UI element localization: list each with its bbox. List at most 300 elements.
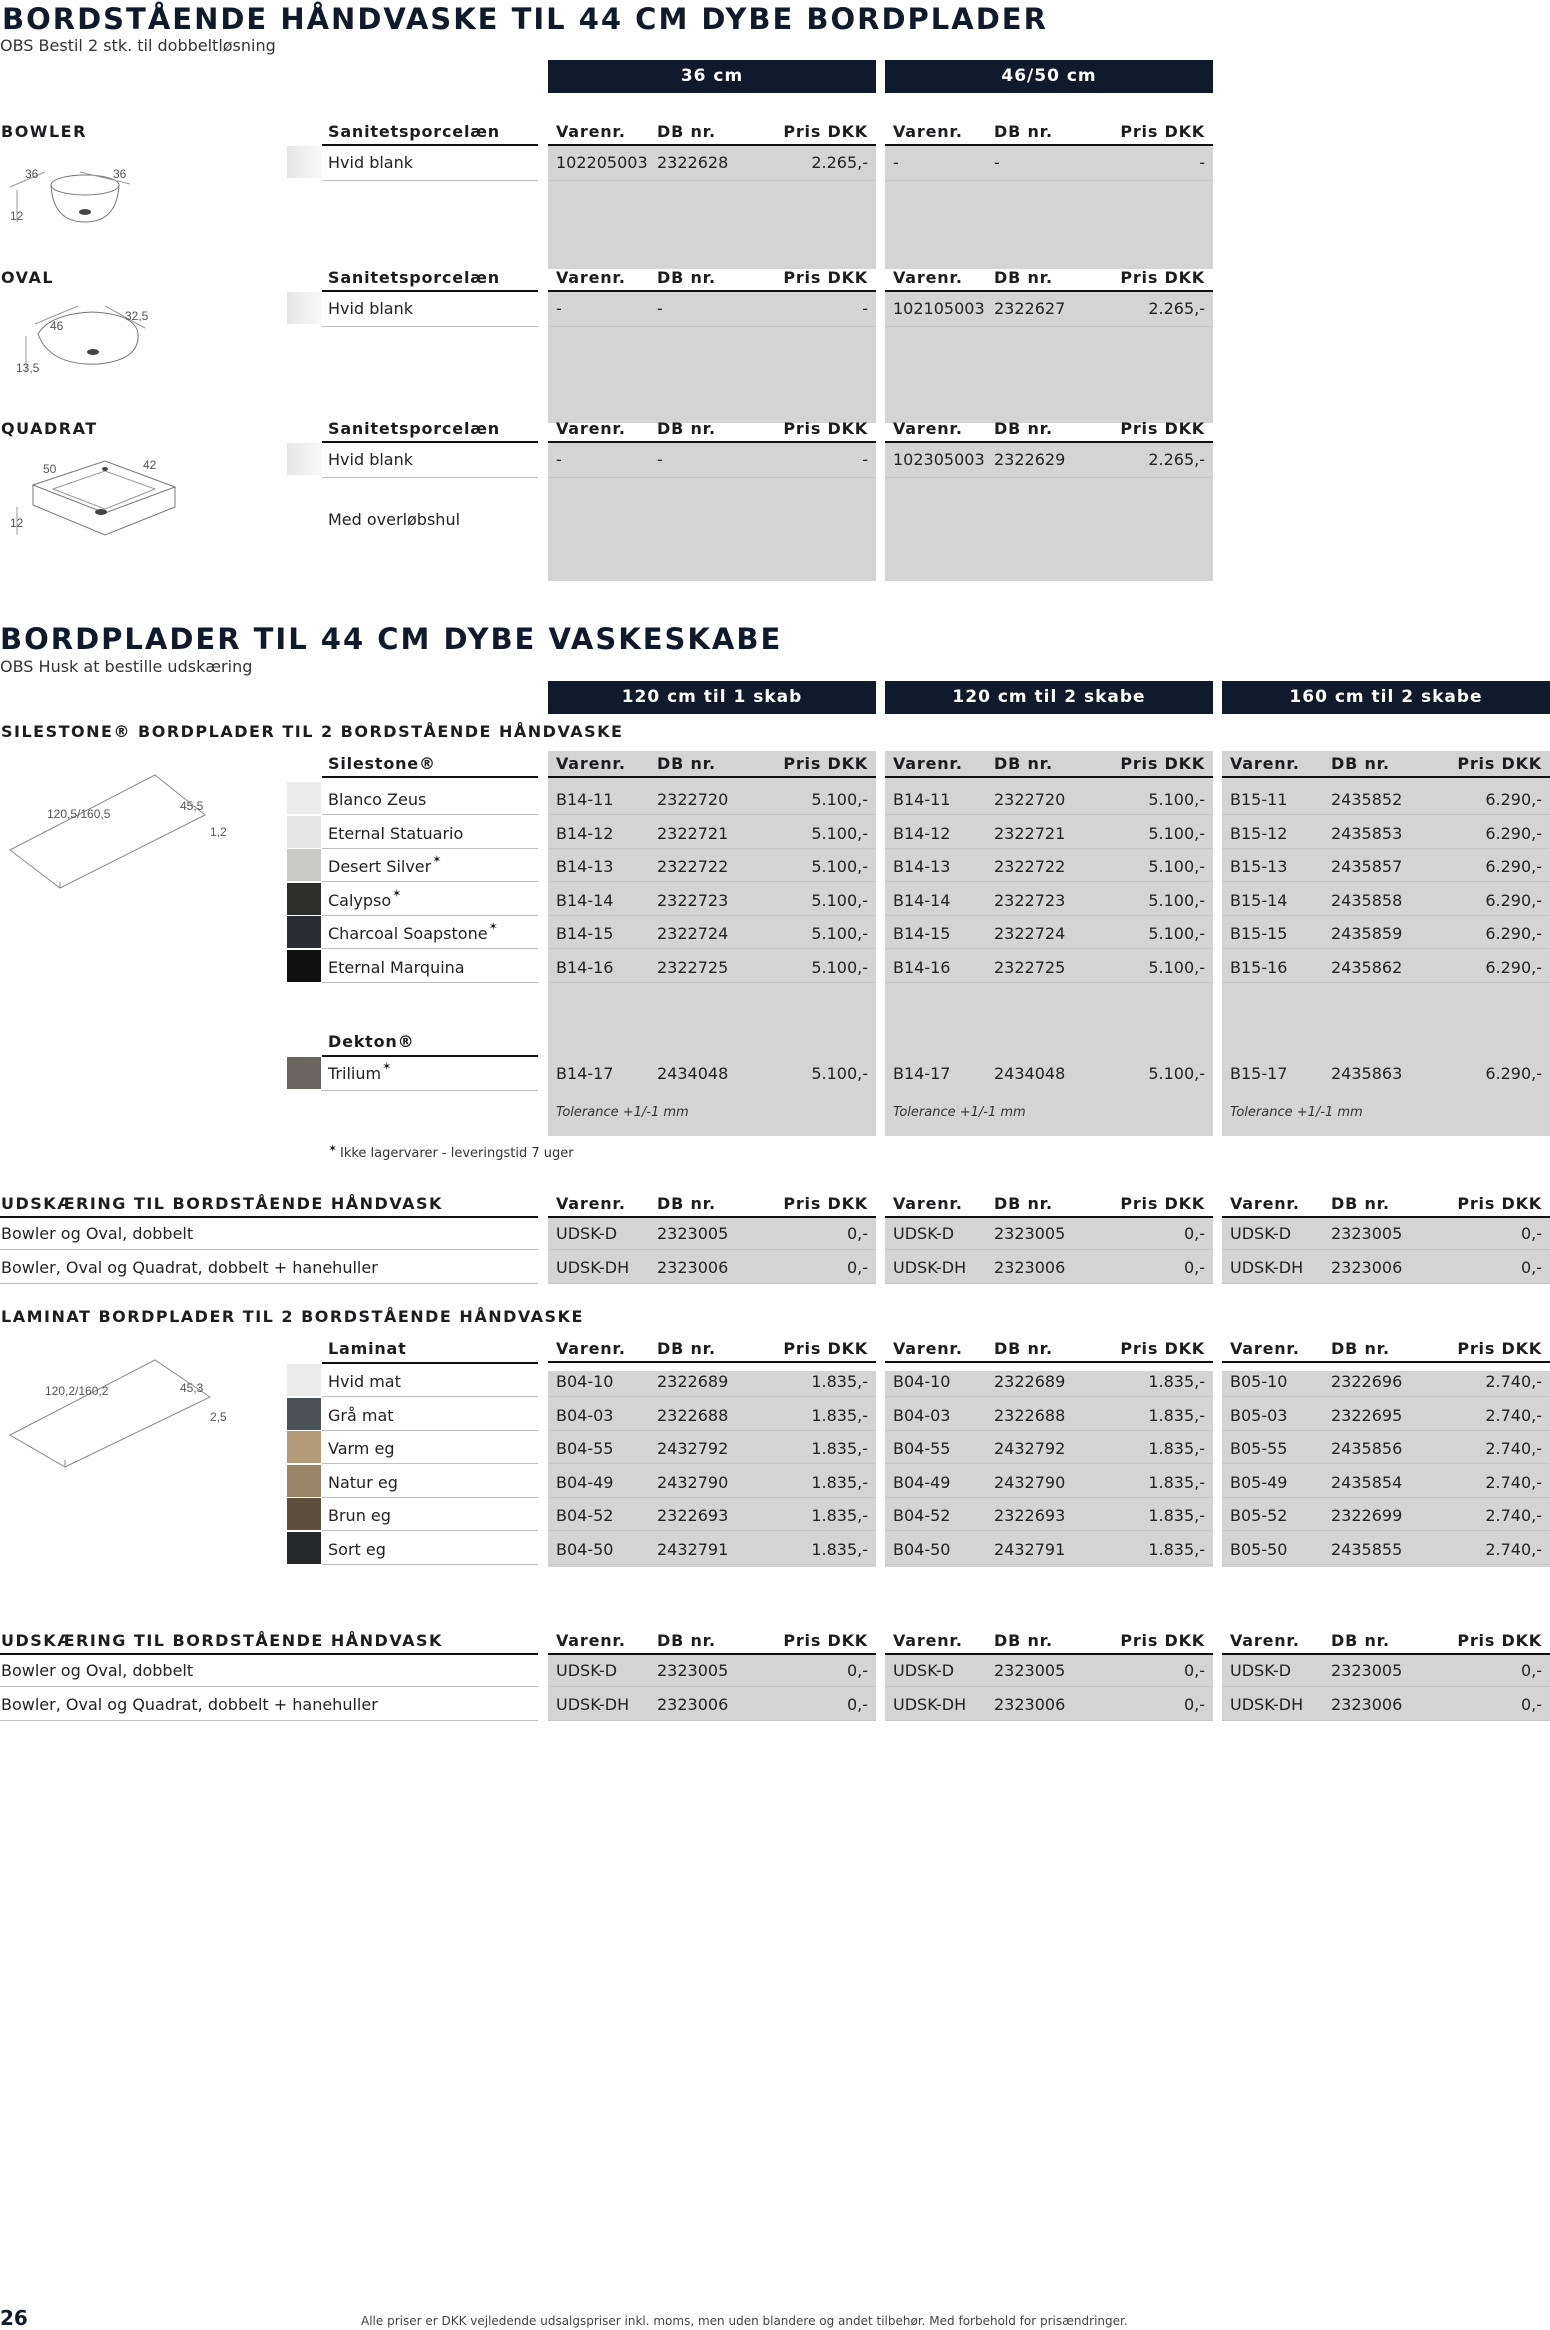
laminat-0-varenr-1: B04-10	[893, 1372, 951, 1391]
sink-1-header-line-0	[548, 290, 876, 292]
cut-a-label-line	[0, 1216, 538, 1218]
laminat-0-pris-2: 2.740,-	[1485, 1372, 1542, 1391]
cut-b-pris-0-2: 0,-	[1520, 1661, 1542, 1680]
cut-b-pris-0-0: 0,-	[846, 1661, 868, 1680]
cut-b-varenr-header-1: Varenr.	[893, 1631, 963, 1650]
laminat-1-varenr-0: B04-03	[556, 1405, 614, 1425]
cut-b-db-0-2: 2323005	[1331, 1661, 1403, 1680]
sink-pris-1-1: 2.265,-	[1148, 299, 1205, 318]
laminat-3-varenr-2: B05-49	[1230, 1472, 1288, 1492]
laminat-1-varenr-2: B05-03	[1230, 1405, 1288, 1425]
silestone-5-varenr-2: B15-16	[1230, 958, 1288, 977]
sink-1-varenr-header-0: Varenr.	[556, 268, 626, 287]
sink-row-line-0	[322, 180, 538, 181]
cut-a-header-line-1	[885, 1216, 1213, 1218]
silestone-varenr-header-0: Varenr.	[556, 754, 626, 773]
silestone-2-varenr-2: B15-13	[1230, 857, 1288, 877]
cut-a-varenr-0-0: UDSK-D	[556, 1224, 618, 1243]
silestone-name-2: Desert Silver	[328, 857, 432, 877]
silestone-cell-line-3-2	[1222, 915, 1550, 916]
laminat-row-line-1	[322, 1430, 538, 1431]
cut-a-varenr-header-1: Varenr.	[893, 1194, 963, 1213]
laminat-swatch-5	[287, 1532, 321, 1564]
laminat-3-pris-0: 1.835,-	[811, 1472, 868, 1492]
sink-cell-line-2-1	[885, 477, 1213, 478]
silestone-2-db-1: 2322722	[994, 857, 1066, 877]
cut-b-db-header-1: DB nr.	[994, 1631, 1053, 1650]
silestone-4-varenr-1: B14-15	[893, 924, 951, 944]
sink-0-db-header-0: DB nr.	[657, 122, 716, 141]
cut-a-db-1-1: 2323006	[994, 1257, 1066, 1277]
footnote: Ikke lagervarer - leveringstid 7 uger	[340, 1146, 574, 1161]
dekton-header: Dekton®	[328, 1032, 415, 1051]
cut-a-varenr-header-0: Varenr.	[556, 1194, 626, 1213]
cut-b-db-1-0: 2323006	[657, 1694, 729, 1714]
silestone-4-pris-1: 5.100,-	[1148, 924, 1205, 944]
laminat-3-db-1: 2432790	[994, 1472, 1066, 1492]
silestone-2-varenr-0: B14-13	[556, 857, 614, 877]
dekton-pris-1: 5.100,-	[1148, 1064, 1205, 1083]
silestone-0-pris-1: 5.100,-	[1148, 790, 1205, 809]
cut-b-label: UDSKÆRING TIL BORDSTÅENDE HÅNDVASK	[1, 1631, 443, 1650]
sink-material-line-1	[322, 290, 538, 292]
dekton-header-line	[322, 1055, 538, 1057]
cut-a-cell-line-1-2	[1222, 1283, 1550, 1284]
silestone-0-db-0: 2322720	[657, 790, 729, 809]
section2-title: BORDPLADER TIL 44 CM DYBE VASKESKABE	[0, 622, 783, 656]
sink-db-1-1: 2322627	[994, 299, 1066, 318]
silestone-1-varenr-2: B15-12	[1230, 823, 1288, 843]
laminat-cell-line-5-2	[1222, 1564, 1550, 1565]
laminat-row-line-4	[322, 1530, 538, 1531]
cut-b-name-0: Bowler og Oval, dobbelt	[1, 1661, 194, 1680]
sink-varenr-0-1: -	[893, 153, 899, 172]
laminat-cell-line-1-0	[548, 1430, 876, 1431]
sink-0-pris-header-1: Pris DKK	[1120, 122, 1205, 141]
laminat-3-db-2: 2435854	[1331, 1472, 1403, 1492]
tolerance-0: Tolerance +1/-1 mm	[556, 1105, 689, 1120]
non-stock-mark-icon: ✶	[392, 886, 402, 900]
cut-a-header-line-2	[1222, 1216, 1550, 1218]
laminat-row-line-0	[322, 1396, 538, 1397]
silestone-0-varenr-1: B14-11	[893, 790, 951, 809]
laminat-5-varenr-0: B04-50	[556, 1540, 614, 1559]
laminat-bg-2	[1222, 1371, 1550, 1567]
silestone-varenr-header-2: Varenr.	[1230, 754, 1300, 773]
laminat-2-varenr-1: B04-55	[893, 1439, 951, 1459]
sink-material-line-2	[322, 441, 538, 443]
cut-b-pris-1-1: 0,-	[1183, 1694, 1205, 1714]
silestone-3-db-1: 2322723	[994, 890, 1066, 910]
laminat-cell-line-0-1	[885, 1396, 1213, 1397]
col-header-46-50: 46/50 cm	[885, 60, 1213, 93]
silestone-cell-line-2-0	[548, 881, 876, 882]
svg-text:46: 46	[50, 319, 64, 333]
non-stock-mark-icon: ✶	[432, 853, 442, 867]
silestone-db-header-2: DB nr.	[1331, 754, 1390, 773]
laminat-swatch-2	[287, 1431, 321, 1463]
silestone-swatch-3	[287, 883, 321, 915]
silestone-pris-header-1: Pris DKK	[1120, 754, 1205, 773]
sink-1-db-header-0: DB nr.	[657, 268, 716, 287]
sink-material-1: Sanitetsporcelæn	[328, 268, 500, 287]
silestone-4-pris-0: 5.100,-	[811, 924, 868, 944]
silestone-4-db-0: 2322724	[657, 924, 729, 944]
cut-b-db-0-0: 2323005	[657, 1661, 729, 1680]
cut-a-row-line-1	[0, 1283, 538, 1284]
laminat-1-db-2: 2322695	[1331, 1405, 1403, 1425]
sink-swatch-2	[287, 443, 321, 475]
page-subtitle: OBS Bestil 2 stk. til dobbeltløsning	[0, 36, 276, 55]
sink-2-db-header-1: DB nr.	[994, 419, 1053, 438]
laminat-cell-line-2-1	[885, 1463, 1213, 1464]
laminat-2-varenr-0: B04-55	[556, 1439, 614, 1459]
cut-b-pris-header-1: Pris DKK	[1120, 1631, 1205, 1650]
silestone-0-pris-2: 6.290,-	[1485, 790, 1542, 809]
col-header-36: 36 cm	[548, 60, 876, 93]
laminat-name-4: Brun eg	[328, 1506, 391, 1526]
silestone-row-line-2	[322, 881, 538, 882]
silestone-row-line-0	[322, 814, 538, 815]
laminat-4-varenr-0: B04-52	[556, 1506, 614, 1526]
laminat-header-line-2	[1222, 1361, 1550, 1363]
cut-b-pris-1-0: 0,-	[846, 1694, 868, 1714]
laminat-header-line-0	[548, 1361, 876, 1363]
dekton-varenr-2: B15-17	[1230, 1064, 1288, 1083]
laminat-bg-0	[548, 1371, 876, 1567]
laminat-5-db-0: 2432791	[657, 1540, 729, 1559]
laminat-name-3: Natur eg	[328, 1472, 398, 1492]
silestone-3-varenr-1: B14-14	[893, 890, 951, 910]
cut-b-cell-line-1-2	[1222, 1720, 1550, 1721]
sink-extra-2: Med overløbshul	[328, 510, 461, 529]
cut-b-header-line-2	[1222, 1653, 1550, 1655]
silestone-5-varenr-1: B14-16	[893, 958, 951, 977]
silestone-2-pris-0: 5.100,-	[811, 857, 868, 877]
laminat-varenr-header-2: Varenr.	[1230, 1339, 1300, 1358]
cut-b-varenr-0-1: UDSK-D	[893, 1661, 955, 1680]
tolerance-1: Tolerance +1/-1 mm	[893, 1105, 1026, 1120]
silestone-cell-line-2-1	[885, 881, 1213, 882]
silestone-section-label: SILESTONE® BORDPLADER TIL 2 BORDSTÅENDE HÅNDVASKE	[1, 722, 624, 741]
footer-note: Alle priser er DKK vejledende udsalgspriser inkl. moms, men uden blandere og andet tilbehør. Med forbehold for prisændringer.	[361, 2314, 1128, 2328]
laminat-0-varenr-2: B05-10	[1230, 1372, 1288, 1391]
non-stock-mark-icon: ✶	[488, 920, 498, 934]
silestone-5-pris-0: 5.100,-	[811, 958, 868, 977]
laminat-countertop-drawing	[5, 1355, 225, 1470]
sink-pris-0-1: -	[1199, 153, 1205, 172]
silestone-1-pris-2: 6.290,-	[1485, 823, 1542, 843]
silestone-varenr-header-1: Varenr.	[893, 754, 963, 773]
laminat-5-pris-2: 2.740,-	[1485, 1540, 1542, 1559]
laminat-cell-line-0-0	[548, 1396, 876, 1397]
sink-0-varenr-header-1: Varenr.	[893, 122, 963, 141]
svg-text:12: 12	[10, 209, 24, 223]
silestone-cell-line-3-1	[885, 915, 1213, 916]
silestone-2-pris-1: 5.100,-	[1148, 857, 1205, 877]
silestone-3-pris-1: 5.100,-	[1148, 890, 1205, 910]
cut-a-db-0-2: 2323005	[1331, 1224, 1403, 1243]
non-stock-mark-icon: ✶	[382, 1060, 392, 1073]
cut-b-pris-1-2: 0,-	[1520, 1694, 1542, 1714]
silestone-header: Silestone®	[328, 754, 436, 773]
silestone-3-varenr-2: B15-14	[1230, 890, 1288, 910]
cut-a-pris-header-2: Pris DKK	[1457, 1194, 1542, 1213]
cut-b-varenr-1-0: UDSK-DH	[556, 1694, 630, 1714]
cut-a-cell-line-0-1	[885, 1249, 1213, 1250]
silestone-cell-line-0-2	[1222, 814, 1550, 815]
laminat-swatch-4	[287, 1498, 321, 1530]
silestone-cell-line-5-2	[1222, 982, 1550, 983]
silestone-countertop-drawing	[5, 770, 227, 890]
laminat-name-2: Varm eg	[328, 1439, 395, 1459]
silestone-1-varenr-0: B14-12	[556, 823, 614, 843]
non-stock-mark-icon: ✶	[328, 1142, 338, 1155]
laminat-2-varenr-2: B05-55	[1230, 1439, 1288, 1459]
silestone-header-line-1	[885, 776, 1213, 778]
cut-a-name-1: Bowler, Oval og Quadrat, dobbelt + hanehuller	[1, 1257, 378, 1277]
sink-varenr-1-0: -	[556, 299, 562, 318]
laminat-3-pris-2: 2.740,-	[1485, 1472, 1542, 1492]
section2-subtitle: OBS Husk at bestille udskæring	[0, 657, 253, 676]
cut-b-row-line-1	[0, 1720, 538, 1721]
silestone-5-db-0: 2322725	[657, 958, 729, 977]
sink-pris-2-1: 2.265,-	[1148, 450, 1205, 469]
laminat-3-varenr-0: B04-49	[556, 1472, 614, 1492]
silestone-name-1: Eternal Statuario	[328, 823, 464, 843]
silestone-3-db-0: 2322723	[657, 890, 729, 910]
silestone-pris-header-2: Pris DKK	[1457, 754, 1542, 773]
laminat-0-db-0: 2322689	[657, 1372, 729, 1391]
silestone-4-varenr-2: B15-15	[1230, 924, 1288, 944]
laminat-header-line-1	[885, 1361, 1213, 1363]
sink-finish-1: Hvid blank	[328, 299, 413, 318]
silestone-db-header-1: DB nr.	[994, 754, 1053, 773]
silestone-cell-line-4-2	[1222, 948, 1550, 949]
laminat-bg-1	[885, 1371, 1213, 1567]
sink-2-header-line-0	[548, 441, 876, 443]
silestone-swatch-2	[287, 849, 321, 881]
quadrat-sink-drawing	[5, 455, 180, 550]
silestone-cell-line-0-1	[885, 814, 1213, 815]
sink-swatch-1	[287, 292, 321, 324]
silestone-header-line-2	[1222, 776, 1550, 778]
silestone-1-db-0: 2322721	[657, 823, 729, 843]
silestone-1-pris-1: 5.100,-	[1148, 823, 1205, 843]
sink-cell-line-2-0	[548, 477, 876, 478]
cut-a-db-header-0: DB nr.	[657, 1194, 716, 1213]
sink-db-0-0: 2322628	[657, 153, 729, 172]
laminat-2-db-2: 2435856	[1331, 1439, 1403, 1459]
cut-a-varenr-header-2: Varenr.	[1230, 1194, 1300, 1213]
silestone-5-pris-1: 5.100,-	[1148, 958, 1205, 977]
sink-0-db-header-1: DB nr.	[994, 122, 1053, 141]
laminat-2-pris-0: 1.835,-	[811, 1439, 868, 1459]
sink-label-1: OVAL	[1, 268, 55, 287]
svg-text:120,5/160,5: 120,5/160,5	[47, 807, 111, 821]
svg-text:36: 36	[25, 167, 39, 181]
laminat-row-line-2	[322, 1463, 538, 1464]
silestone-name-3: Calypso	[328, 890, 392, 910]
cut-a-varenr-1-2: UDSK-DH	[1230, 1257, 1304, 1277]
silestone-row-line-5	[322, 982, 538, 983]
svg-text:1,2: 1,2	[210, 825, 227, 839]
laminat-swatch-1	[287, 1398, 321, 1430]
laminat-5-db-1: 2432791	[994, 1540, 1066, 1559]
silestone-swatch-0	[287, 782, 321, 814]
cut-b-pris-header-2: Pris DKK	[1457, 1631, 1542, 1650]
silestone-4-pris-2: 6.290,-	[1485, 924, 1542, 944]
sink-finish-2: Hvid blank	[328, 450, 413, 469]
silestone-5-db-2: 2435862	[1331, 958, 1403, 977]
cut-a-pris-1-2: 0,-	[1520, 1257, 1542, 1277]
laminat-4-pris-1: 1.835,-	[1148, 1506, 1205, 1526]
silestone-0-varenr-2: B15-11	[1230, 790, 1288, 809]
silestone-swatch-5	[287, 950, 321, 982]
laminat-0-db-1: 2322689	[994, 1372, 1066, 1391]
laminat-0-pris-0: 1.835,-	[811, 1372, 868, 1391]
cut-b-pris-0-1: 0,-	[1183, 1661, 1205, 1680]
cut-b-varenr-0-2: UDSK-D	[1230, 1661, 1292, 1680]
laminat-row-line-3	[322, 1497, 538, 1498]
col-header-160-2: 160 cm til 2 skabe	[1222, 681, 1550, 714]
sink-pris-1-0: -	[862, 299, 868, 318]
cut-a-varenr-0-2: UDSK-D	[1230, 1224, 1292, 1243]
laminat-cell-line-0-2	[1222, 1396, 1550, 1397]
silestone-5-db-1: 2322725	[994, 958, 1066, 977]
cut-a-pris-header-0: Pris DKK	[783, 1194, 868, 1213]
sink-1-header-line-1	[885, 290, 1213, 292]
laminat-5-pris-0: 1.835,-	[811, 1540, 868, 1559]
svg-text:32,5: 32,5	[125, 309, 149, 323]
cut-b-db-header-0: DB nr.	[657, 1631, 716, 1650]
silestone-4-db-1: 2322724	[994, 924, 1066, 944]
cut-b-row-line-0	[0, 1686, 538, 1687]
cut-a-pris-1-0: 0,-	[846, 1257, 868, 1277]
laminat-5-varenr-1: B04-50	[893, 1540, 951, 1559]
silestone-cell-line-4-1	[885, 948, 1213, 949]
sink-material-0: Sanitetsporcelæn	[328, 122, 500, 141]
silestone-header-line-0	[548, 776, 876, 778]
cut-a-cell-line-1-1	[885, 1283, 1213, 1284]
cut-a-pris-1-1: 0,-	[1183, 1257, 1205, 1277]
sink-2-pris-header-0: Pris DKK	[783, 419, 868, 438]
laminat-2-db-1: 2432792	[994, 1439, 1066, 1459]
sink-pris-0-0: 2.265,-	[811, 153, 868, 172]
laminat-5-varenr-2: B05-50	[1230, 1540, 1288, 1559]
col-header-120-1: 120 cm til 1 skab	[548, 681, 876, 714]
laminat-1-db-1: 2322688	[994, 1405, 1066, 1425]
cut-a-pris-0-0: 0,-	[846, 1224, 868, 1243]
sink-row-line-2	[322, 477, 538, 478]
silestone-cell-line-0-0	[548, 814, 876, 815]
cut-b-pris-header-0: Pris DKK	[783, 1631, 868, 1650]
sink-2-pris-header-1: Pris DKK	[1120, 419, 1205, 438]
silestone-row-line-3	[322, 915, 538, 916]
silestone-header-line	[322, 776, 538, 778]
silestone-2-db-0: 2322722	[657, 857, 729, 877]
silestone-db-header-0: DB nr.	[657, 754, 716, 773]
cut-b-db-header-2: DB nr.	[1331, 1631, 1390, 1650]
laminat-cell-line-1-1	[885, 1430, 1213, 1431]
silestone-2-db-2: 2435857	[1331, 857, 1403, 877]
silestone-cell-line-1-0	[548, 848, 876, 849]
cut-b-varenr-1-2: UDSK-DH	[1230, 1694, 1304, 1714]
laminat-row-line-5	[322, 1564, 538, 1565]
laminat-cell-line-5-0	[548, 1564, 876, 1565]
svg-text:45,5: 45,5	[180, 799, 204, 813]
silestone-swatch-1	[287, 816, 321, 848]
sink-cell-line-1-1	[885, 326, 1213, 327]
sink-label-0: BOWLER	[1, 122, 87, 141]
svg-text:36: 36	[113, 167, 127, 181]
laminat-cell-line-5-1	[885, 1564, 1213, 1565]
sink-0-header-line-1	[885, 144, 1213, 146]
sink-1-varenr-header-1: Varenr.	[893, 268, 963, 287]
silestone-pris-header-0: Pris DKK	[783, 754, 868, 773]
sink-varenr-2-1: 102305003	[893, 450, 985, 469]
sink-varenr-1-1: 102105003	[893, 299, 985, 318]
silestone-cell-line-5-1	[885, 982, 1213, 983]
laminat-5-db-2: 2435855	[1331, 1540, 1403, 1559]
silestone-0-db-1: 2322720	[994, 790, 1066, 809]
cut-a-cell-line-1-0	[548, 1283, 876, 1284]
svg-text:50: 50	[43, 462, 57, 476]
col-header-120-2: 120 cm til 2 skabe	[885, 681, 1213, 714]
laminat-db-header-2: DB nr.	[1331, 1339, 1390, 1358]
laminat-0-db-2: 2322696	[1331, 1372, 1403, 1391]
sink-db-1-0: -	[657, 299, 663, 318]
cut-a-db-1-2: 2323006	[1331, 1257, 1403, 1277]
sink-db-0-1: -	[994, 153, 1000, 172]
laminat-section-label: LAMINAT BORDPLADER TIL 2 BORDSTÅENDE HÅNDVASKE	[1, 1307, 584, 1326]
silestone-1-db-2: 2435853	[1331, 823, 1403, 843]
silestone-5-varenr-0: B14-16	[556, 958, 614, 977]
cut-b-cell-line-1-0	[548, 1720, 876, 1721]
cut-a-varenr-1-0: UDSK-DH	[556, 1257, 630, 1277]
laminat-varenr-header-1: Varenr.	[893, 1339, 963, 1358]
sink-2-varenr-header-1: Varenr.	[893, 419, 963, 438]
laminat-cell-line-4-2	[1222, 1530, 1550, 1531]
laminat-cell-line-2-0	[548, 1463, 876, 1464]
laminat-1-pris-0: 1.835,-	[811, 1405, 868, 1425]
laminat-cell-line-3-1	[885, 1497, 1213, 1498]
dekton-varenr-0: B14-17	[556, 1064, 614, 1083]
sink-varenr-0-0: 102205003	[556, 153, 648, 172]
laminat-4-db-2: 2322699	[1331, 1506, 1403, 1526]
laminat-cell-line-3-0	[548, 1497, 876, 1498]
cut-a-name-0: Bowler og Oval, dobbelt	[1, 1224, 194, 1243]
svg-text:42: 42	[143, 458, 157, 472]
cut-b-cell-line-0-1	[885, 1686, 1213, 1687]
svg-text:45,3: 45,3	[180, 1381, 204, 1395]
cut-b-cell-line-1-1	[885, 1720, 1213, 1721]
laminat-varenr-header-0: Varenr.	[556, 1339, 626, 1358]
laminat-pris-header-1: Pris DKK	[1120, 1339, 1205, 1358]
laminat-cell-line-4-0	[548, 1530, 876, 1531]
cut-a-db-header-1: DB nr.	[994, 1194, 1053, 1213]
cut-b-label-line	[0, 1653, 538, 1655]
silestone-cell-line-1-1	[885, 848, 1213, 849]
laminat-4-db-0: 2322693	[657, 1506, 729, 1526]
cut-b-varenr-0-0: UDSK-D	[556, 1661, 618, 1680]
laminat-header-line	[322, 1362, 538, 1364]
laminat-2-pris-2: 2.740,-	[1485, 1439, 1542, 1459]
sink-pris-2-0: -	[862, 450, 868, 469]
silestone-row-line-1	[322, 848, 538, 849]
sink-cell-line-0-0	[548, 180, 876, 181]
dekton-name-0: Trilium	[328, 1064, 382, 1083]
